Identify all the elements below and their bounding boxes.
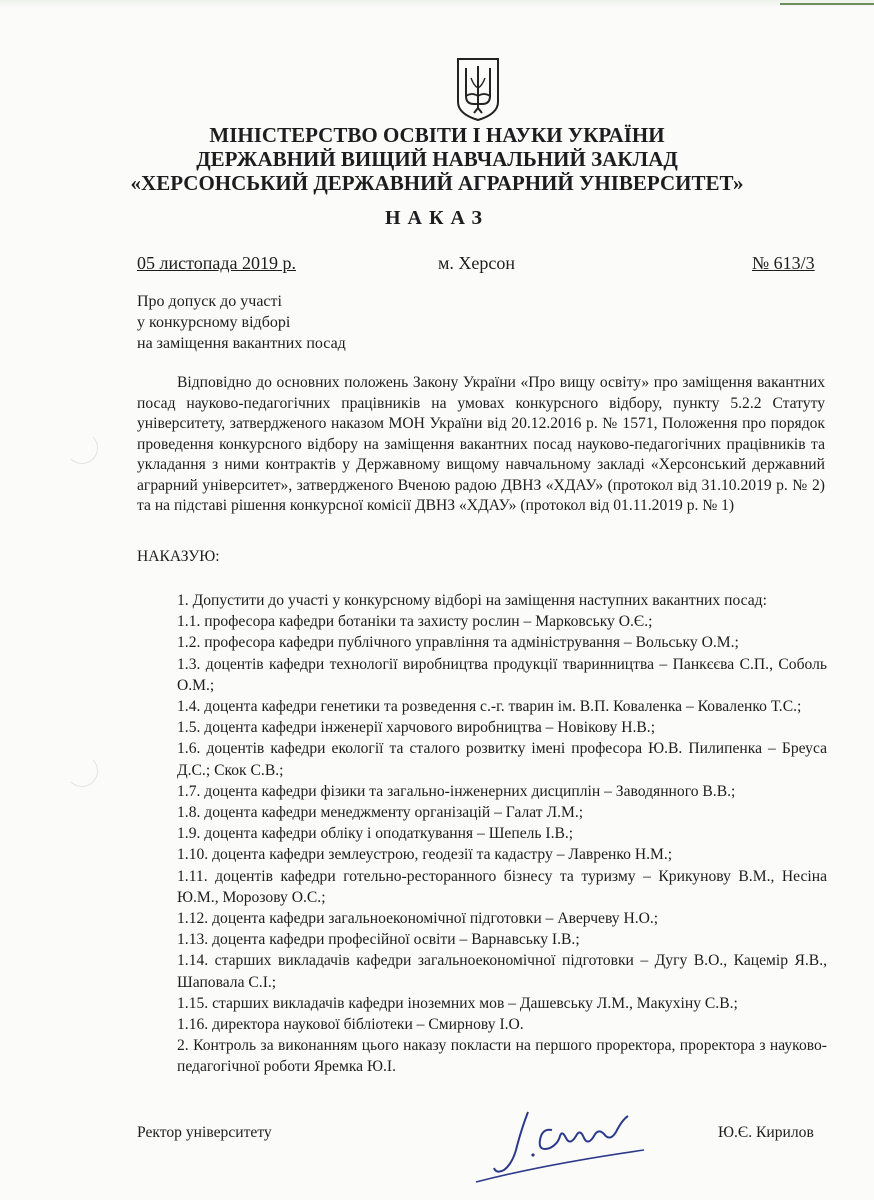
order-items-list	[177, 590, 827, 1078]
scan-top-edge	[0, 0, 874, 8]
handwritten-signature-icon	[466, 1090, 666, 1190]
order-item: 1.8. доцента кафедри менеджменту організацій – Галат Л.М.;	[177, 804, 584, 822]
preamble-paragraph	[137, 373, 825, 517]
order-item: 1. Допустити до участі у конкурсному відборі на заміщення наступних вакантних посад:	[177, 592, 767, 609]
order-number: № 613/3	[752, 253, 815, 273]
signatory-position: Ректор університету	[137, 1124, 272, 1141]
order-subject	[137, 291, 346, 354]
order-item: 1.16. директора наукової бібліотеки – Смирнову І.О.	[177, 1016, 524, 1034]
document-type-title: НАКАЗ	[384, 207, 489, 229]
punch-hole-mark	[66, 432, 98, 464]
order-item: 1.6. доцентів кафедри екології та сталого розвитку імені професора Ю.В. Пилипенка – Бреуса Д.С.; Скок С.В.;	[177, 740, 827, 779]
subject-line: у конкурсному відборі	[137, 314, 291, 331]
order-item: 1.1. професора кафедри ботаніки та захисту рослин – Марковську О.Є.;	[177, 613, 653, 631]
order-item: 1.9. доцента кафедри обліку і оподаткування – Шепель І.В.;	[177, 825, 574, 843]
order-item: 1.13. доцента кафедри професійної освіти – Варнавську І.В.;	[177, 931, 580, 949]
order-item: 1.14. старших викладачів кафедри загальноекономічної підготовки – Дугу В.О., Кацемір Я.В., Шаповала С.І.;	[177, 952, 827, 991]
header-university-name: «ХЕРСОНСЬКИЙ ДЕРЖАВНИЙ АГРАРНИЙ УНІВЕРСИТЕТ»	[130, 171, 744, 195]
order-item: 1.5. доцента кафедри інженерії харчового виробництва – Новікову Н.В.;	[177, 719, 656, 737]
trident-coat-of-arms-icon	[455, 56, 501, 122]
header-ministry: МІНІСТЕРСТВО ОСВІТИ І НАУКИ УКРАЇНИ	[209, 123, 665, 147]
order-word: НАКАЗУЮ:	[137, 548, 220, 565]
subject-line: на заміщення вакантних посад	[137, 335, 346, 352]
order-item: 1.11. доцентів кафедри готельно-ресторанного бізнесу та туризму – Крикунову В.М., Несіна Ю.М., Морозову О.С.;	[177, 867, 827, 906]
order-city: м. Херсон	[438, 253, 516, 273]
order-item: 1.12. доцента кафедри загальноекономічної підготовки – Аверчеву Н.О.;	[177, 910, 659, 928]
order-item: 1.7. доцента кафедри фізики та загально-інженерних дисциплін – Заводянного В.В.;	[177, 782, 736, 800]
order-item: 1.15. старших викладачів кафедри іноземних мов – Дашевську Л.М., Макухіну С.В.;	[177, 994, 738, 1012]
order-item: 1.4. доцента кафедри генетики та розведення с.-г. тварин ім. В.П. Коваленка – Коваленко Т.С.;	[177, 698, 802, 716]
signatory-name: Ю.Є. Кирилов	[718, 1124, 814, 1141]
order-item: 1.2. професора кафедри публічного управління та адміністрування – Вольську О.М.;	[177, 634, 739, 652]
order-item: 1.3. доцентів кафедри технології виробництва продукції тваринництва – Панкєєва С.П., Соболь О.М.;	[177, 655, 827, 694]
punch-hole-mark	[66, 755, 98, 787]
preamble-text: Відповідно до основних положень Закону України «Про вищу освіту» про заміщення вакантних посад науково-педагогічних працівників на умовах конкурсного відбору, пункту 5.2.2 Статуту університету, затвердженого наказом МОН України від 20.12.2016 р. № 1571, Положення про порядок проведення конкурсного відбору на заміщення вакантних посад науково-педагогічних працівників та укладання з ними контрактів у Державному вищому навчальному закладі «Херсонський державний аграрний університет», затвердженого Вченою радою ДВНЗ «ХДАУ» (протокол від 31.10.2019 р. № 2) та на підставі рішення конкурсної комісії ДВНЗ «ХДАУ» (протокол від 01.11.2019 р. № 1)	[137, 374, 825, 514]
header-institution-type: ДЕРЖАВНИЙ ВИЩИЙ НАВЧАЛЬНИЙ ЗАКЛАД	[196, 147, 678, 171]
subject-line: Про допуск до участі	[137, 293, 282, 310]
order-date: 05 листопада 2019 р.	[137, 253, 297, 273]
order-item: 2. Контроль за виконанням цього наказу покласти на першого проректора, проректора з науково-педагогічної роботи Яремка Ю.І.	[177, 1037, 827, 1076]
order-item: 1.10. доцента кафедри землеустрою, геодезії та кадастру – Лавренко Н.М.;	[177, 846, 673, 864]
